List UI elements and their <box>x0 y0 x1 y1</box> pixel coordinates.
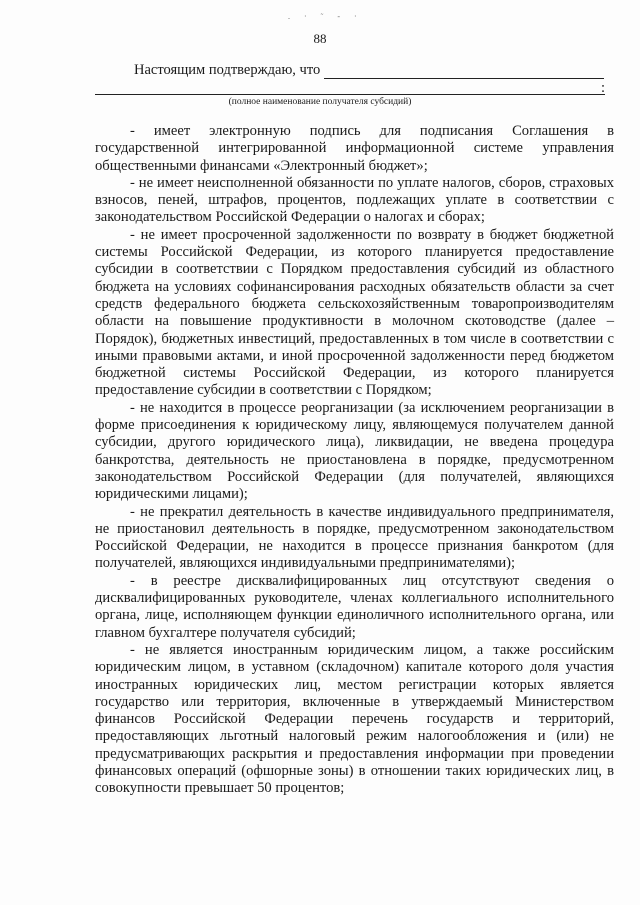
page-number: 88 <box>313 31 327 46</box>
conditions-list <box>95 123 614 798</box>
condition-paragraph: - не находится в процессе реорганизации (за исключением реорганизации в форме присоединения к юридическому лицу, являющемуся получателем данной субсидии, другого юридического лица), ликвидации, не введена процедура банкротства, деятельность не приостановлена в порядке, предусмотренном законодательством Российской Федерации (для получателей, являющихся юридическими лицами); <box>95 399 614 503</box>
colon: : <box>601 80 606 96</box>
scan-artifact: . · ˜ - · <box>288 12 363 21</box>
condition-paragraph: - не является иностранным юридическим лицом, а также российским юридическим лицом, в уставном (складочном) капитале которого доля участия иностранных юридических лиц, местом регистрации которых является государство или территория, включенные в утверждаемый Министерством финансов Российской Федерации перечень государств и территорий, предоставляющих льготный налоговый режим налогообложения и (или) не предусматривающих раскрытия и предоставления информации при проведении финансовых операций (офшорные зоны) в отношении таких юридических лиц, в совокупности превышает 50 процентов; <box>95 641 614 797</box>
recipient-name-blank-continued <box>95 94 605 95</box>
recipient-caption: (полное наименование получателя субсидий) <box>228 97 412 107</box>
condition-paragraph: - имеет электронную подпись для подписания Соглашения в государственной интегрированной информационной системе управления общественными финансами «Электронный бюджет»; <box>95 123 614 174</box>
recipient-name-blank <box>324 64 604 79</box>
condition-paragraph: - в реестре дисквалифицированных лиц отсутствуют сведения о дисквалифицированных руководителе, членах коллегиального исполнительного органа, лице, исполняющем функции единоличного исполнительного органа, или главном бухгалтере получателя субсидий; <box>95 572 614 641</box>
condition-paragraph: - не имеет просроченной задолженности по возврату в бюджет бюджетной системы Российской Федерации, из которого планируется предоставление субсидии в соответствии с Порядком предоставления субсидий из областного бюджета на условиях софинансирования расходных обязательств области за счет средств федерального бюджета сельскохозяйственным товаропроизводителям области на повышение продуктивности в молочном скотоводстве (далее – Порядок), бюджетных инвестиций, предоставленных в том числе в соответствии с иными правовыми актами, и иной просроченной задолженности перед бюджетом бюджетной системы Российской Федерации, из которого планируется предоставление субсидии в соответствии с Порядком; <box>95 226 614 399</box>
condition-paragraph: - не имеет неисполненной обязанности по уплате налогов, сборов, страховых взносов, пеней, штрафов, процентов, подлежащих уплате в соответствии с законодательством Российской Федерации о налогах и сборах; <box>95 174 614 226</box>
confirmation-intro: Настоящим подтверждаю, что <box>134 62 321 78</box>
condition-paragraph: - не прекратил деятельность в качестве индивидуального предпринимателя, не приостановил деятельность в порядке, предусмотренном законодательством Российской Федерации, не находится в процессе признания банкротом (для получателей, являющихся индивидуальными предпринимателями); <box>95 503 614 572</box>
confirmation-line <box>134 62 604 79</box>
